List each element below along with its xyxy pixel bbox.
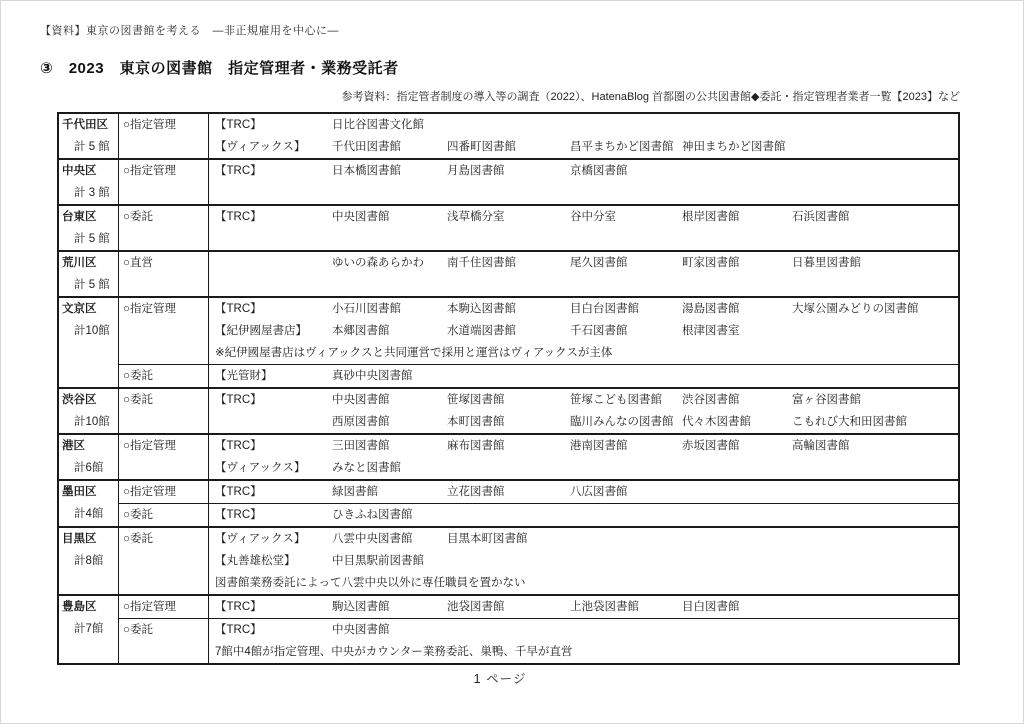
management-type: ○指定管理 (119, 435, 209, 479)
library-name: 渋谷図書館 (682, 394, 740, 406)
company-label: 【丸善雄松堂】 (215, 555, 296, 567)
management-type: ○委託 (119, 504, 209, 526)
management-type: ○指定管理 (119, 114, 209, 158)
library-name: 麻布図書館 (447, 440, 505, 452)
content-line (209, 550, 958, 572)
content-line (209, 641, 958, 663)
reference-note: 参考資料：指定管者制度の導入等の調査（2022）、HatenaBlog 首都圏の公共図書館◆委託・指定管理者業者一覧【2023】など (341, 91, 960, 103)
management-section (119, 389, 958, 433)
library-name: ゆいの森あらかわ (332, 257, 424, 269)
management-type: ○委託 (119, 619, 209, 663)
page-title: ③ 2023 東京の図書館 指定管理者・業務受託者 (40, 60, 399, 77)
library-name: 本郷図書館 (332, 325, 390, 337)
ward-name: 港区 (62, 440, 85, 452)
ward-count: 計7館 (74, 623, 104, 635)
library-name: 湯島図書館 (682, 303, 740, 315)
row-sections (119, 528, 958, 594)
content-line (209, 619, 958, 641)
company-label: 【紀伊國屋書店】 (215, 325, 307, 337)
library-name: 駒込図書館 (332, 601, 390, 613)
library-name: 根津図書室 (682, 325, 740, 337)
library-name: 中央図書館 (332, 624, 390, 636)
content-cell (209, 528, 958, 594)
library-name: みなと図書館 (332, 462, 401, 474)
ward-name: 千代田区 (62, 119, 108, 131)
content-line (209, 206, 958, 228)
company-label: 【ヴィアックス】 (215, 462, 306, 474)
table-row (59, 526, 958, 594)
management-type: ○指定管理 (119, 160, 209, 204)
content-cell (209, 252, 958, 296)
company-label: 【TRC】 (215, 624, 262, 636)
library-name: 石浜図書館 (792, 211, 850, 223)
library-name: 緑図書館 (332, 486, 378, 498)
company-label: 【光管財】 (215, 370, 273, 382)
ward-name: 台東区 (62, 211, 97, 223)
ward-cell (59, 435, 119, 479)
content-line (209, 114, 958, 136)
row-note: 7館中4館が指定管理、中央がカウンター業務委託、巣鴨、千早が直営 (215, 646, 573, 658)
ward-cell (59, 206, 119, 250)
table-row (59, 250, 958, 296)
ward-count: 計4館 (74, 508, 104, 520)
library-name: 中央図書館 (332, 394, 390, 406)
library-name: 本町図書館 (447, 416, 505, 428)
table-row (59, 204, 958, 250)
content-cell (209, 298, 958, 364)
library-name: 中目黒駅前図書館 (332, 555, 424, 567)
management-type: ○指定管理 (119, 596, 209, 618)
company-label: 【TRC】 (215, 303, 262, 315)
library-name: 大塚公園みどりの図書館 (792, 303, 919, 315)
library-name: 尾久図書館 (570, 257, 628, 269)
library-name: 笹塚こども図書館 (570, 394, 662, 406)
library-name: 千石図書館 (570, 325, 628, 337)
library-name: 目黒本町図書館 (447, 533, 528, 545)
company-label: 【TRC】 (215, 211, 262, 223)
management-section (119, 596, 958, 618)
content-line (209, 160, 958, 182)
ward-count: 計 3 館 (74, 187, 110, 199)
row-sections (119, 298, 958, 387)
library-name: 本駒込図書館 (447, 303, 516, 315)
management-section (119, 618, 958, 663)
content-cell (209, 504, 958, 526)
row-sections (119, 206, 958, 250)
content-cell (209, 481, 958, 503)
library-name: ひきふね図書館 (332, 509, 413, 521)
management-type: ○委託 (119, 365, 209, 387)
row-sections (119, 160, 958, 204)
content-line (209, 411, 958, 433)
library-name: 日比谷図書文化館 (332, 119, 424, 131)
library-table (57, 112, 960, 665)
row-note: 図書館業務委託によって八雲中央以外に専任職員を置かない (215, 577, 526, 589)
library-name: 月島図書館 (447, 165, 505, 177)
content-line (209, 136, 958, 158)
row-sections (119, 252, 958, 296)
table-row (59, 479, 958, 526)
content-cell (209, 435, 958, 479)
ward-name: 中央区 (62, 165, 97, 177)
library-name: 浅草橋分室 (447, 211, 505, 223)
library-name: 臨川みんなの図書館 (570, 416, 674, 428)
library-name: 目白図書館 (682, 601, 740, 613)
ward-cell (59, 252, 119, 296)
company-label: 【TRC】 (215, 394, 262, 406)
management-section (119, 435, 958, 479)
ward-count: 計10館 (74, 416, 110, 428)
header-note: 【資料】東京の図書館を考える ―非正規雇用を中心に― (40, 25, 339, 37)
management-section (119, 298, 958, 364)
content-cell (209, 114, 958, 158)
library-name: 南千住図書館 (447, 257, 516, 269)
library-name: 水道端図書館 (447, 325, 516, 337)
library-name: 八雲中央図書館 (332, 533, 413, 545)
management-type: ○委託 (119, 389, 209, 433)
table-row (59, 433, 958, 479)
management-type: ○指定管理 (119, 481, 209, 503)
content-line (209, 457, 958, 479)
library-name: 笹塚図書館 (447, 394, 505, 406)
table-row (59, 387, 958, 433)
library-name: 三田図書館 (332, 440, 390, 452)
management-type: ○委託 (119, 206, 209, 250)
ward-count: 計10館 (74, 325, 110, 337)
content-line (209, 504, 958, 526)
library-name: 真砂中央図書館 (332, 370, 413, 382)
ward-name: 豊島区 (62, 601, 97, 613)
ward-cell (59, 160, 119, 204)
table-row (59, 296, 958, 387)
content-line (209, 528, 958, 550)
management-section (119, 114, 958, 158)
management-section (119, 206, 958, 250)
library-name: 京橋図書館 (570, 165, 628, 177)
row-sections (119, 481, 958, 526)
content-line (209, 572, 958, 594)
ward-count: 計8館 (74, 555, 104, 567)
library-name: 八広図書館 (570, 486, 628, 498)
company-label: 【TRC】 (215, 165, 262, 177)
content-line (209, 342, 958, 364)
row-sections (119, 114, 958, 158)
library-name: 根岸図書館 (682, 211, 740, 223)
library-name: 立花図書館 (447, 486, 505, 498)
content-line (209, 596, 958, 618)
company-label: 【TRC】 (215, 119, 262, 131)
content-line (209, 298, 958, 320)
company-label: 【ヴィアックス】 (215, 141, 306, 153)
library-name: 神田まちかど図書館 (682, 141, 786, 153)
content-cell (209, 160, 958, 204)
library-name: 昌平まちかど図書館 (570, 141, 674, 153)
library-name: 千代田図書館 (332, 141, 401, 153)
management-type: ○直営 (119, 252, 209, 296)
row-sections (119, 389, 958, 433)
library-name: 高輪図書館 (792, 440, 850, 452)
ward-count: 計6館 (74, 462, 104, 474)
management-section (119, 528, 958, 594)
company-label: 【TRC】 (215, 601, 262, 613)
row-note: ※紀伊國屋書店はヴィアックスと共同運営で採用と運営はヴィアックスが主体 (215, 347, 613, 359)
company-label: 【TRC】 (215, 486, 262, 498)
management-section (119, 364, 958, 387)
library-name: 谷中分室 (570, 211, 616, 223)
content-line (209, 365, 958, 387)
ward-name: 渋谷区 (62, 394, 97, 406)
table-row (59, 114, 958, 158)
library-name: 目白台図書館 (570, 303, 639, 315)
ward-cell (59, 298, 119, 387)
ward-name: 荒川区 (62, 257, 97, 269)
ward-name: 目黒区 (62, 533, 97, 545)
library-name: 上池袋図書館 (570, 601, 639, 613)
content-cell (209, 619, 958, 663)
ward-count: 計 5 館 (74, 279, 110, 291)
ward-cell (59, 596, 119, 663)
content-line (209, 252, 958, 274)
company-label: 【TRC】 (215, 509, 262, 521)
library-name: 富ヶ谷図書館 (792, 394, 861, 406)
library-name: 赤坂図書館 (682, 440, 740, 452)
content-line (209, 435, 958, 457)
library-name: 日本橋図書館 (332, 165, 401, 177)
page-footer: 1 ページ (473, 672, 527, 686)
management-section (119, 252, 958, 296)
row-sections (119, 596, 958, 663)
content-cell (209, 365, 958, 387)
ward-cell (59, 528, 119, 594)
ward-cell (59, 389, 119, 433)
management-section (119, 503, 958, 526)
library-name: 町家図書館 (682, 257, 740, 269)
management-section (119, 481, 958, 503)
ward-cell (59, 114, 119, 158)
library-name: 港南図書館 (570, 440, 628, 452)
row-sections (119, 435, 958, 479)
content-line (209, 389, 958, 411)
library-name: 西原図書館 (332, 416, 390, 428)
ward-name: 文京区 (62, 303, 97, 315)
library-name: 四番町図書館 (447, 141, 516, 153)
library-name: 中央図書館 (332, 211, 390, 223)
company-label: 【ヴィアックス】 (215, 533, 306, 545)
table-row (59, 158, 958, 204)
management-type: ○委託 (119, 528, 209, 594)
content-cell (209, 206, 958, 250)
content-cell (209, 389, 958, 433)
content-line (209, 320, 958, 342)
content-cell (209, 596, 958, 618)
table-row (59, 594, 958, 663)
management-section (119, 160, 958, 204)
ward-count: 計 5 館 (74, 233, 110, 245)
ward-count: 計 5 館 (74, 141, 110, 153)
management-type: ○指定管理 (119, 298, 209, 364)
library-name: 日暮里図書館 (792, 257, 861, 269)
ward-cell (59, 481, 119, 526)
library-name: 池袋図書館 (447, 601, 505, 613)
ward-name: 墨田区 (62, 486, 97, 498)
library-name: こもれび大和田図書館 (792, 416, 907, 428)
content-line (209, 481, 958, 503)
library-name: 小石川図書館 (332, 303, 401, 315)
library-name: 代々木図書館 (682, 416, 751, 428)
company-label: 【TRC】 (215, 440, 262, 452)
